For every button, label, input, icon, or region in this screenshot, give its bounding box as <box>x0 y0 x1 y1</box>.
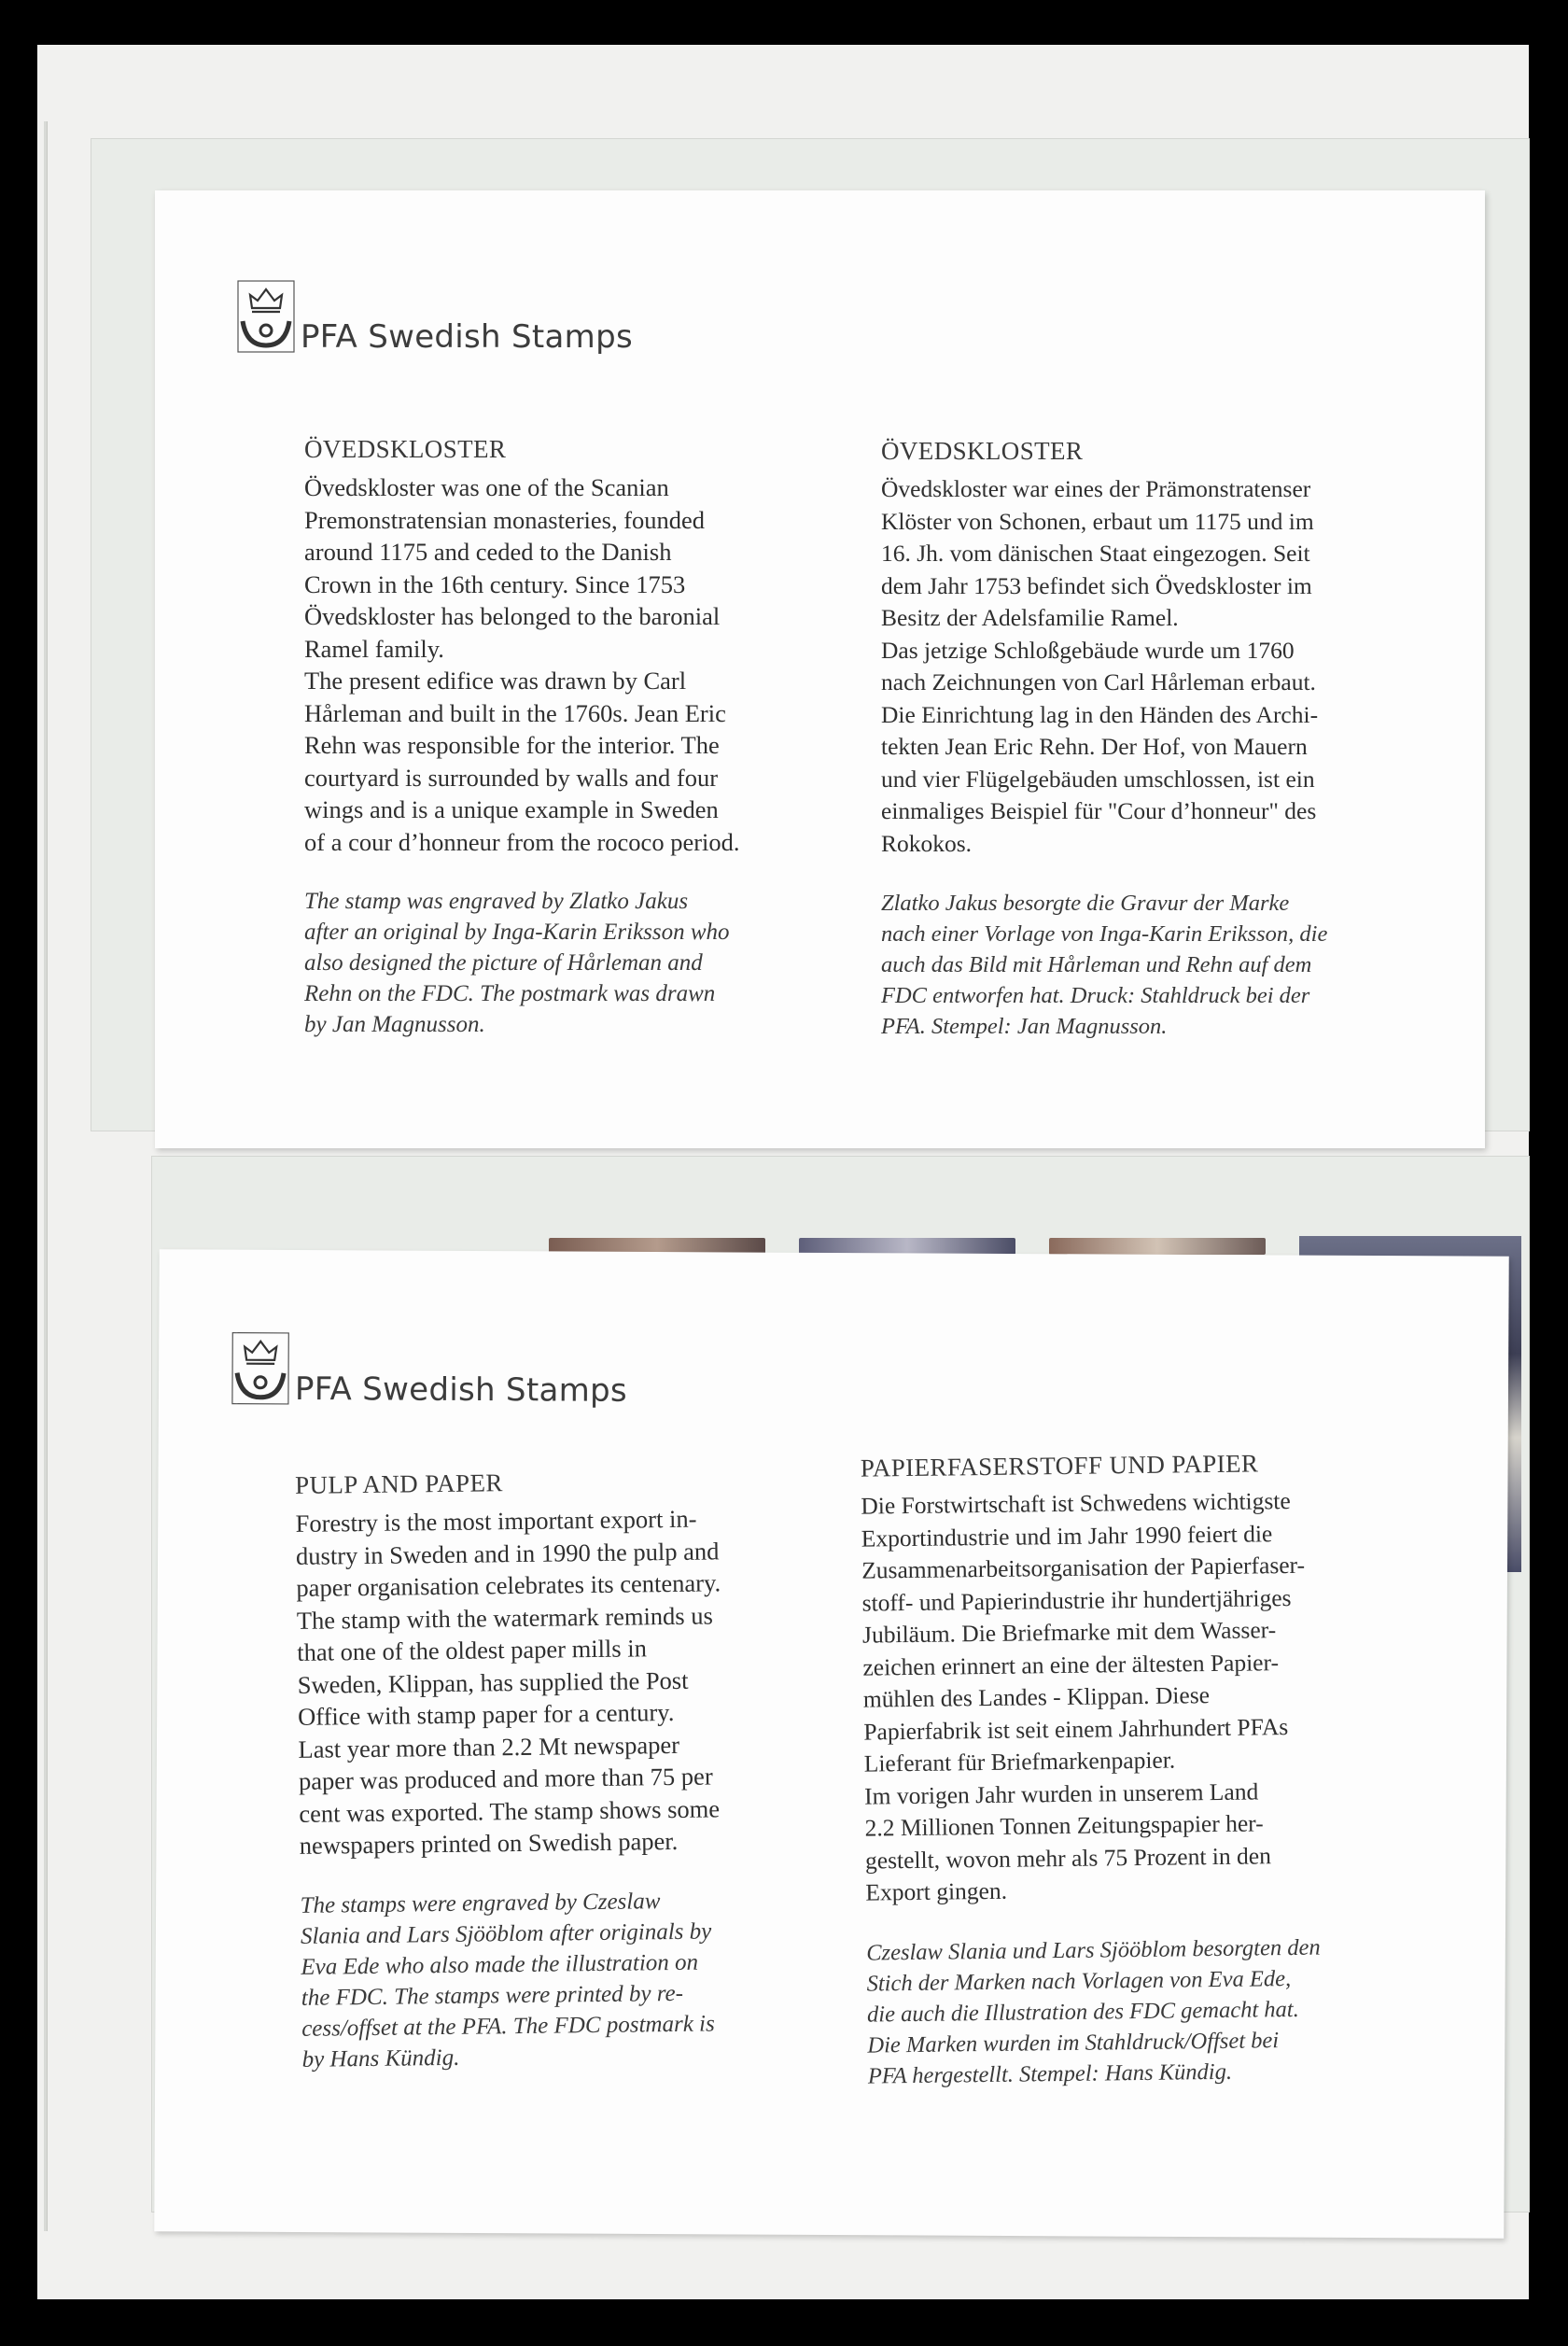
stamp-edge <box>1049 1238 1266 1255</box>
article-credit: The stamps were engraved by Czeslaw Slania and Lars Sjööblom after originals by Eva Ede who also made the illustration on the FDC. The stamps were printed by re- cess/offset at the PFA. The FDC postmark is by Hans Kündig. <box>300 1888 715 2072</box>
logo-text: PFA Swedish Stamps <box>294 1370 628 1410</box>
album-margin-line <box>44 121 48 2231</box>
english-column <box>295 1465 825 2074</box>
info-sheet-pulp-and-paper <box>154 1249 1508 2239</box>
pfa-logo <box>231 1332 628 1410</box>
article-title: PAPIERFASERSTOFF UND PAPIER <box>860 1449 1259 1482</box>
crown-posthorn-icon <box>231 1332 289 1405</box>
article-body: Övedskloster was one of the Scanian Premonstratensian monasteries, founded around 1175 and ceded to the Danish Crown in the 16th century. Since 1753 Övedskloster has belonged to the baronial Ramel family. The present edifice was drawn by Carl Hårleman and built in the 1760s. Jean Eric Rehn was responsible for the interior. The courtyard is surrounded by walls and four wings and is a unique example in Sweden of a cour d’honneur from the rococo period. <box>304 473 740 856</box>
german-column <box>881 437 1441 1042</box>
article-body: Die Forstwirtschaft ist Schwedens wichtigste Exportindustrie und im Jahr 1990 feiert die Zusammenarbeitsorganisation der Papierfaser- stoff- und Papierindustrie ihr hundertjähriges Jubiläum. Die Briefmarke mit dem Wasser- zeichen erinnert an eine der ältesten Papier- mühlen des Landes - Klippan. Diese Papierfabrik ist seit einem Jahrhundert PFAs Lieferant für Briefmarkenpapier. Im vorigen Jahr wurden in unserem Land 2.2 Millionen Tonnen Zeitungspapier her- gestellt, wovon mehr als 75 Prozent in den Export gingen. <box>861 1486 1306 1906</box>
logo-text: PFA Swedish Stamps <box>301 318 633 356</box>
article-title: ÖVEDSKLOSTER <box>881 437 1084 465</box>
article-title: ÖVEDSKLOSTER <box>304 435 507 463</box>
article-body: Forestry is the most important export in- dustry in Sweden and in 1990 the pulp and paper organisation celebrates its centenary. The stamp with the watermark reminds us that one of the oldest paper mills in Sweden, Klippan, has supplied the Post Office with stamp paper for a century. Last year more than 2.2 Mt newspaper paper was produced and more than 75 per cent was exported. The stamp shows some newspapers printed on Swedish paper. <box>295 1504 721 1860</box>
article-title: PULP AND PAPER <box>294 1468 503 1499</box>
english-column <box>304 435 827 1040</box>
article-credit: Zlatko Jakus besorgte die Gravur der Marke nach einer Vorlage von Inga-Karin Eriksson, die auch das Bild mit Hårleman und Rehn auf dem FDC entworfen hat. Druck: Stahldruck bei der PFA. Stempel: Jan Magnusson. <box>881 891 1328 1039</box>
info-sheet-ovedskloster <box>155 190 1485 1148</box>
pfa-logo <box>237 280 633 356</box>
crown-posthorn-icon <box>237 280 295 353</box>
article-body: Övedskloster war eines der Prämonstratenser Klöster von Schonen, erbaut um 1175 und im 16. Jh. vom dänischen Staat eingezogen. Seit dem Jahr 1753 befindet sich Övedskloster im Besitz der Adelsfamilie Ramel. Das jetzige Schloßgebäude wurde um 1760 nach Zeichnungen von Carl Hårleman erbaut. Die Einrichtung lag in den Händen des Archi- tekten Jean Eric Rehn. Der Hof, von Mauern und vier Flügelgebäuden umschlossen, ist ein einmaliges Beispiel für "Cour d’honneur" des Rokokos. <box>881 475 1319 857</box>
german-column <box>861 1447 1447 2091</box>
article-credit: Czeslaw Slania und Lars Sjööblom besorgten den Stich der Marken nach Vorlagen von Eva Ede, die auch die Illustration des FDC gemacht hat. Die Marken wurden im Stahldruck/Offset bei PFA hergestellt. Stempel: Hans Kündig. <box>866 1934 1321 2089</box>
article-credit: The stamp was engraved by Zlatko Jakus after an original by Inga-Karin Eriksson who also designed the picture of Hårleman and Rehn on the FDC. The postmark was drawn by Jan Magnusson. <box>304 889 730 1037</box>
